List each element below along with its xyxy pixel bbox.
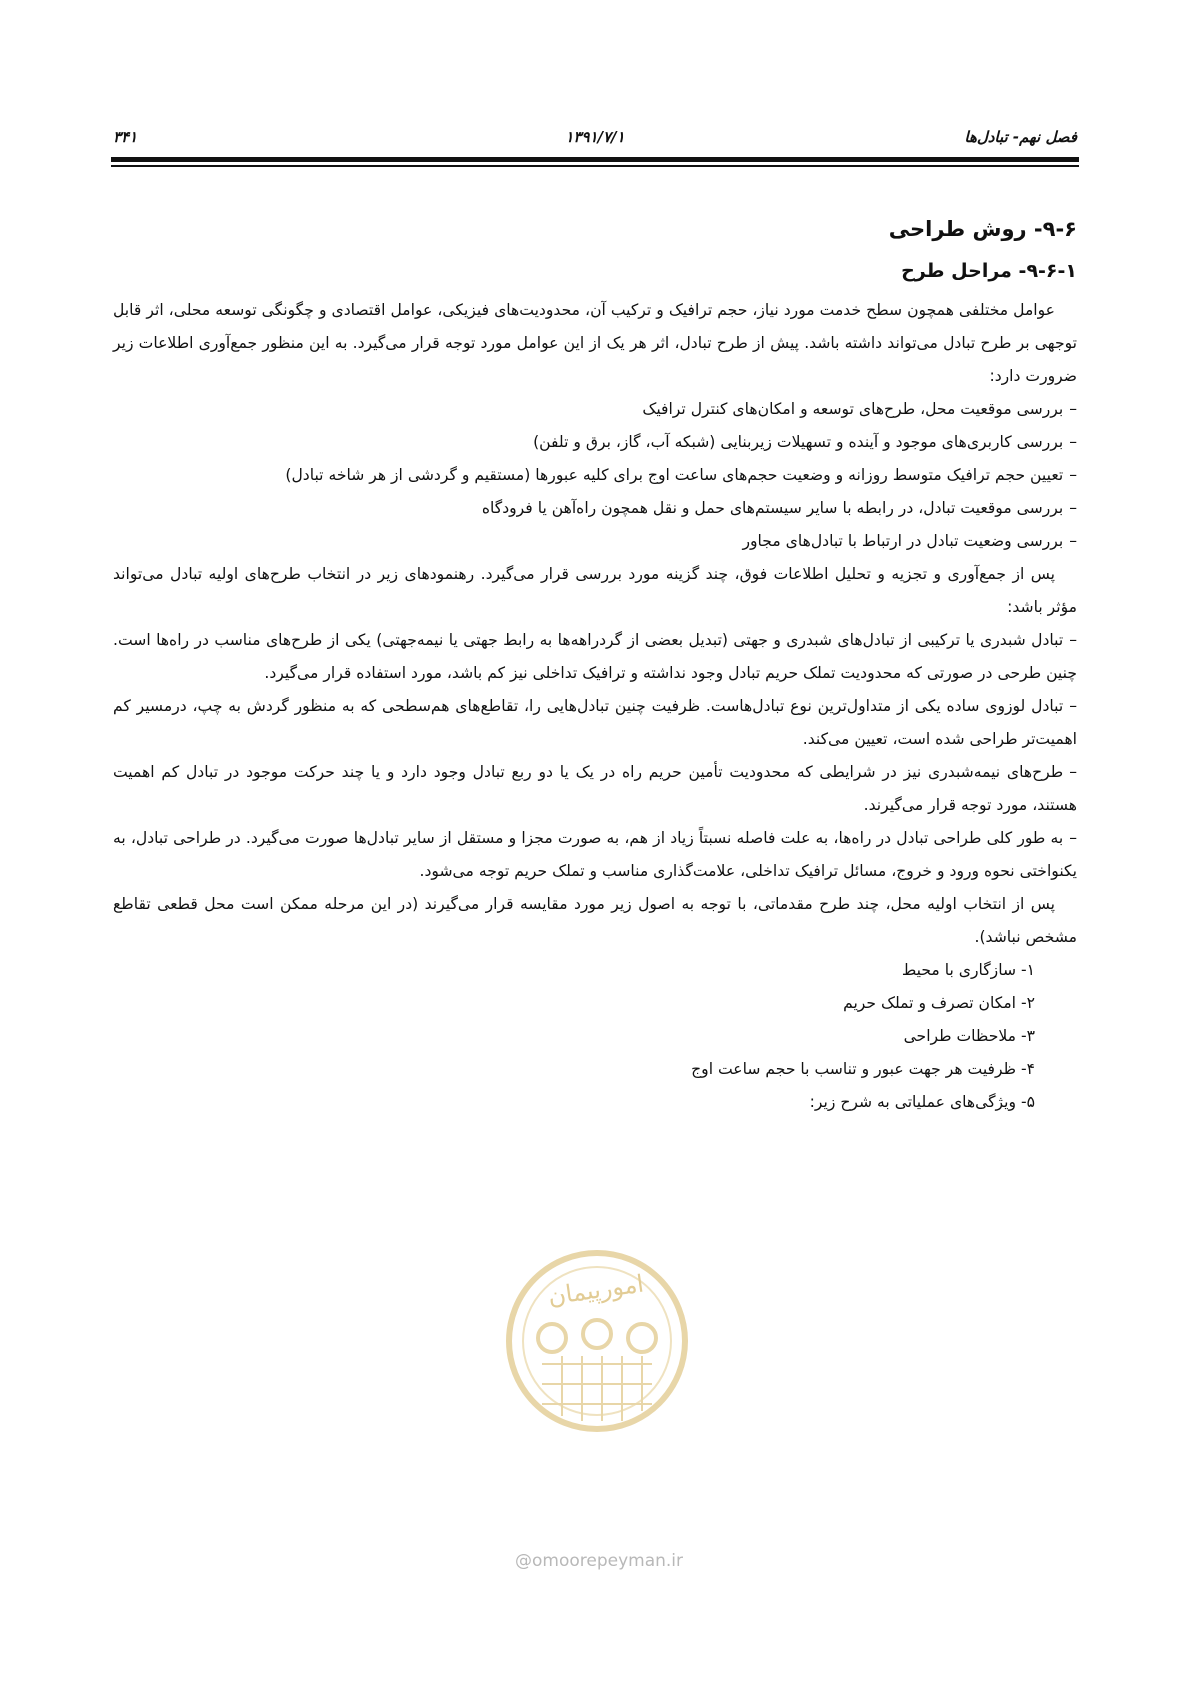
- header-date: ۱۳۹۱/۷/۱: [565, 128, 625, 146]
- page-body: [113, 214, 1077, 1119]
- guideline-item: –تبادل شبدری یا ترکیبی از تبادل‌های شبدری و جهتی (تبدیل بعضی از گردراهه‌ها به رابط جهتی یا نیمه‌جهتی) یکی از طرح‌های مناسب در راه‌ها است. چنین طرحی در صورتی که محدودیت تملک حریم تبادل وجود نداشته و ترافیک تداخلی نیز کم باشد، مورد استفاده قرار می‌گیرد.: [113, 631, 1077, 682]
- section-heading: ۹-۶- روش طراحی: [888, 217, 1077, 241]
- subsection-heading: ۹-۶-۱- مراحل طرح: [901, 260, 1077, 282]
- page-header: [113, 128, 1077, 152]
- info-item: –بررسی موقعیت تبادل، در رابطه با سایر سیستم‌های حمل و نقل همچون راه‌آهن یا فرودگاه: [481, 499, 1077, 517]
- info-item: –بررسی وضعیت تبادل در ارتباط با تبادل‌های مجاور: [742, 532, 1077, 550]
- header-rule-thin: [111, 165, 1079, 167]
- header-rule-thick: [111, 157, 1079, 162]
- watermark-logo-text: امورپیمان: [546, 1269, 646, 1311]
- info-item: –بررسی کاربری‌های موجود و آینده و تسهیلات زیربنایی (شبکه آب، گاز، برق و تلفن): [533, 433, 1077, 451]
- guideline-item: –به طور کلی طراحی تبادل در راه‌ها، به علت فاصله نسبتاً زیاد از هم، به صورت مجزا و مستقل از سایر تبادل‌ها صورت می‌گیرد. در طراحی تبادل، به یکنواختی نحوه ورود و خروج، مسائل ترافیک تداخلی، علامت‌گذاری مناسب و تملک حریم توجه می‌شود.: [113, 829, 1077, 880]
- principle-item: ۱- سازگاری با محیط: [901, 961, 1035, 979]
- info-item: –تعیین حجم ترافیک متوسط روزانه و وضعیت حجم‌های ساعت اوج برای کلیه عبورها (مستقیم و گردشی از هر شاخه تبادل): [285, 466, 1077, 484]
- chapter-title: فصل نهم- تبادل‌ها: [964, 128, 1077, 146]
- intro-paragraph: عوامل مختلفی همچون سطح خدمت مورد نیاز، حجم ترافیک و ترکیب آن، محدودیت‌های فیزیکی، عوامل اقتصادی و چگونگی توسعه محلی، اثر قابل توجهی بر طرح تبادل می‌تواند داشته باشد. پیش از طرح تبادل، اثر هر یک از این عوامل مورد توجه قرار می‌گیرد. به این منظور جمع‌آوری اطلاعات زیر ضرورت دارد:: [113, 301, 1077, 385]
- watermark-logo: [502, 1246, 692, 1446]
- principle-item: ۲- امکان تصرف و تملک حریم: [843, 994, 1035, 1012]
- at-icon: @: [514, 1551, 532, 1571]
- page-number: ۳۴۱: [113, 128, 138, 146]
- principle-item: ۳- ملاحظات طراحی: [903, 1027, 1035, 1045]
- info-item: –بررسی موقعیت محل، طرح‌های توسعه و امکان‌های کنترل ترافیک: [642, 400, 1077, 418]
- selection-paragraph: پس از انتخاب اولیه محل، چند طرح مقدماتی، با توجه به اصول زیر مورد مقایسه قرار می‌گیرند (در این مرحله ممکن است محل قطعی تقاطع مشخص نباشد).: [113, 895, 1077, 946]
- guideline-item: –تبادل لوزوی ساده یکی از متداول‌ترین نوع تبادل‌هاست. ظرفیت چنین تبادل‌هایی را، تقاطع‌های هم‌سطحی که به منظور گردش به چپ، درمسیر کم اهمیت‌تر طراحی شده است، تعیین می‌کند.: [113, 697, 1077, 748]
- guideline-item: –طرح‌های نیمه‌شبدری نیز در شرایطی که محدودیت تأمین حریم راه در یک یا دو ربع تبادل وجود دارد و یا چند حرکت موجود در تبادل کم اهمیت هستند، مورد توجه قرار می‌گیرند.: [113, 763, 1077, 814]
- analysis-paragraph: پس از جمع‌آوری و تجزیه و تحلیل اطلاعات فوق، چند گزینه مورد بررسی قرار می‌گیرد. رهنمودهای زیر در انتخاب طرح‌های اولیه تبادل می‌تواند مؤثر باشد:: [113, 565, 1077, 616]
- watermark-site: @omoorepeyman.ir: [514, 1551, 684, 1571]
- principle-item: ۴- ظرفیت هر جهت عبور و تناسب با حجم ساعت اوج: [691, 1060, 1035, 1078]
- principle-item: ۵- ویژگی‌های عملیاتی به شرح زیر:: [809, 1093, 1035, 1111]
